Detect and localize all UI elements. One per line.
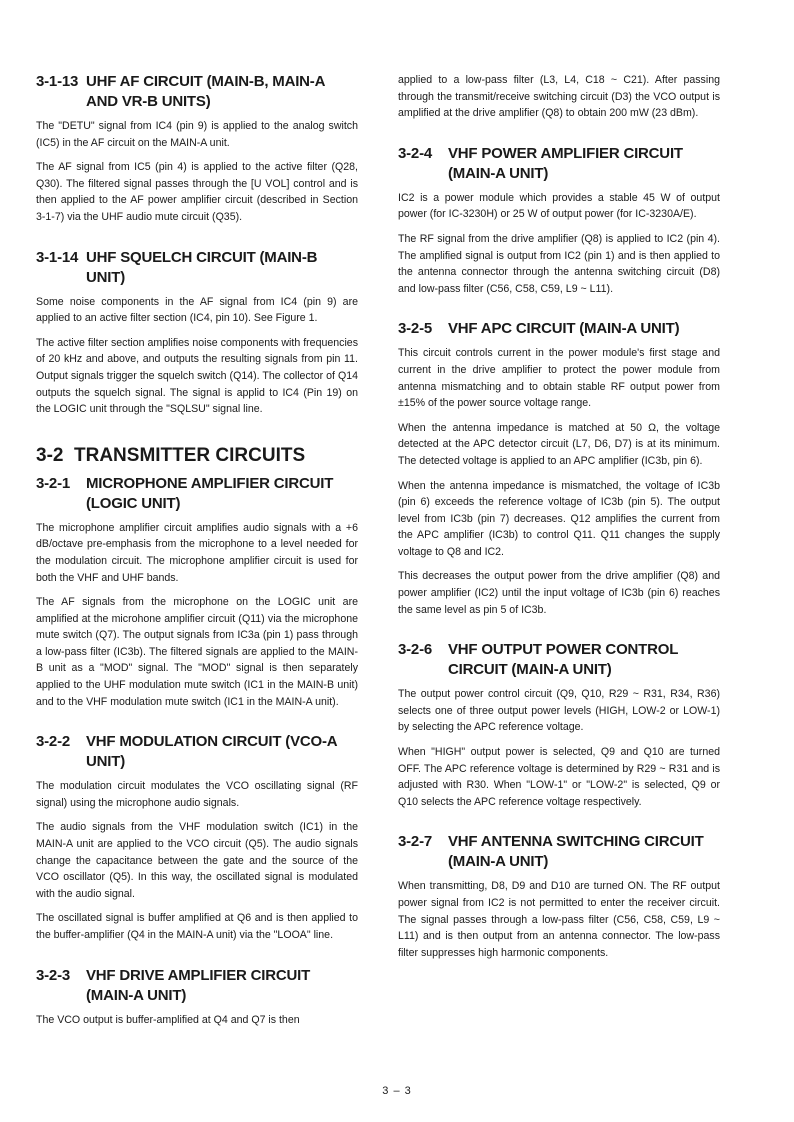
section-3-2-7: [398, 832, 720, 961]
paragraph: The oscillated signal is buffer amplified at Q6 and is then applied to the buffer-amplifier (Q4 in the MAIN-A unit) via the "LOOA" line.: [36, 912, 358, 941]
page-number: 3 – 3: [382, 1085, 412, 1097]
paragraph: When the antenna impedance is mismatched, the voltage of IC3b (pin 6) exceeds the reference voltage of IC3b (pin 5). The output level from IC3b (pin 7) decreases. Q12 amplifies the current from the APC amplifier (IC3b) to control Q11. Q11 changes the supply voltage to Q8 and IC2.: [398, 479, 720, 558]
section-heading: 3-2-2 VHF MODULATION CIRCUIT (VCO-A UNIT): [36, 733, 337, 771]
paragraph: The active filter section amplifies noise components with frequencies of 20 kHz and above, and outputs the resulting signals from pin 11. Output signals trigger the squelch switch (Q14). The collector of Q14 outputs the squelch signal. The signal is applid to IC4 (Pin 19) on the LOGIC unit through the "SQLSU" signal line.: [36, 336, 358, 416]
paragraph: The microphone amplifier circuit amplifies audio signals with a +6 dB/octave pre-emphasis from the microphone to a level needed for the modulation circuit. The microphone amplifier circuit is used for both the VHF and UHF bands.: [36, 521, 358, 584]
section-continuation: [398, 72, 720, 122]
section-heading: 3-2-7 VHF ANTENNA SWITCHING CIRCUIT (MAIN-A UNIT): [398, 833, 704, 871]
section-3-2-2: [36, 732, 358, 943]
paragraph: applied to a low-pass filter (L3, L4, C18 ~ C21). After passing through the transmit/receive switching circuit (D3) the VCO output is amplified at the drive amplifier (Q8) to obtain 200 mW (23 dBm).: [398, 74, 720, 120]
paragraph: The VCO output is buffer-amplified at Q4 and Q7 is then: [36, 1013, 300, 1026]
section-3-2-1: [36, 474, 358, 711]
section-heading: 3-2-1 MICROPHONE AMPLIFIER CIRCUIT (LOGIC UNIT): [36, 474, 334, 512]
section-3-1-13: [36, 72, 358, 226]
paragraph: The RF signal from the drive amplifier (Q8) is applied to IC2 (pin 4). The amplified signal is output from IC2 (pin 1) and is then applied to the antenna connector through the antenna switching circuit (D8) and low-pass filter (C56, C58, C59, L9 ~ L11).: [398, 232, 720, 295]
paragraph: When the antenna impedance is matched at 50 Ω, the voltage detected at the APC detector circuit (L7, D6, D7) is at its minimum. The detected voltage is applied to an APC amplifier (IC3b, pin 6).: [398, 421, 720, 467]
paragraph: The "DETU" signal from IC4 (pin 9) is applied to the analog switch (IC5) in the AF circuit on the MAIN-A unit.: [36, 120, 358, 149]
section-heading: 3-2-6 VHF OUTPUT POWER CONTROL CIRCUIT (MAIN-A UNIT): [398, 641, 678, 679]
section-heading: 3-1-14 UHF SQUELCH CIRCUIT (MAIN-B UNIT): [36, 248, 318, 286]
chapter-heading: 3-2 TRANSMITTER CIRCUITS: [36, 444, 306, 466]
paragraph: When transmitting, D8, D9 and D10 are turned ON. The RF output power signal from IC2 is not permitted to enter the receiver circuit. The signal passes through a low-pass filter (C56, C58, C59, L9 ~ L11) and is then output from an antenna connector. The low-pass filter suppresses high harmonic components.: [398, 880, 720, 959]
left-column: [36, 72, 358, 1050]
section-heading: 3-2-5 VHF APC CIRCUIT (MAIN-A UNIT): [398, 320, 680, 338]
section-3-2-6: [398, 640, 720, 810]
paragraph: The output power control circuit (Q9, Q10, R29 ~ R31, R34, R36) selects one of three output power levels (HIGH, LOW-2 or LOW-1) by selecting the APC reference voltage.: [398, 688, 720, 734]
paragraph: IC2 is a power module which provides a stable 45 W of output power (for IC-3230H) or 25 W of output power (for IC-3230A/E).: [398, 191, 720, 221]
section-3-1-14: [36, 248, 358, 418]
paragraph: The audio signals from the VHF modulation switch (IC1) in the MAIN-A unit are applied to the VCO circuit (Q5). The audio signals change the capacitance between the gate and the source of the VCO oscillator (Q5). In this way, the oscillated signal is modulated with the audio signal.: [36, 821, 358, 900]
section-heading: 3-2-3 VHF DRIVE AMPLIFIER CIRCUIT (MAIN-A UNIT): [36, 966, 311, 1004]
section-3-2-3: [36, 966, 358, 1029]
section-3-2-5: [398, 319, 720, 618]
paragraph: The modulation circuit modulates the VCO oscillating signal (RF signal) using the microphone audio signals.: [36, 780, 358, 809]
paragraph: The AF signals from the microphone on the LOGIC unit are amplified at the microhone amplifier circuit (Q11) via the microphone mute switch (Q7). The output signals from IC3a (pin 1) pass through a low-pass filter (IC3b). The filtered signals are applied to the MAIN-B unit as a "MOD" signal. The "MOD" signal is then separately applied to the UHF modulation mute switch (IC1 in the MAIN-B unit) and to the VHF modulation mute switch (IC1 in the MAIN-A unit).: [36, 596, 358, 708]
paragraph: Some noise components in the AF signal from IC4 (pin 9) are applied to an active filter section (IC4, pin 10). See Figure 1.: [36, 295, 358, 325]
right-column: [398, 72, 720, 983]
section-heading: 3-2-4 VHF POWER AMPLIFIER CIRCUIT (MAIN-A UNIT): [398, 144, 683, 182]
paragraph: This decreases the output power from the drive amplifier (Q8) and power amplifier (IC2) until the input voltage of IC3b (pin 6) reaches the same level as pin 5 of IC3b.: [398, 570, 720, 616]
section-3-2-4: [398, 144, 720, 298]
paragraph: When "HIGH" output power is selected, Q9 and Q10 are turned OFF. The APC reference voltage is determined by R29 ~ R31 and is adjusted with R30. When "LOW-1" or "LOW-2" is selected, Q9 or Q10 selects the APC reference voltage respectively.: [398, 746, 720, 808]
paragraph: This circuit controls current in the power module's first stage and current in the drive amplifier to protect the power module from antenna mismatching and to obtain stable RF output power from ±15% of the power source voltage range.: [398, 347, 720, 410]
section-heading: 3-1-13 UHF AF CIRCUIT (MAIN-B, MAIN-A AND VR-B UNITS): [36, 73, 325, 110]
paragraph: The AF signal from IC5 (pin 4) is applied to the active filter (Q28, Q30). The filtered signal passes through the [U VOL] control and is then applied to the AF power amplifier circuit (described in Section 3-1-7) via the UHF audio mute circuit (Q35).: [36, 161, 358, 223]
